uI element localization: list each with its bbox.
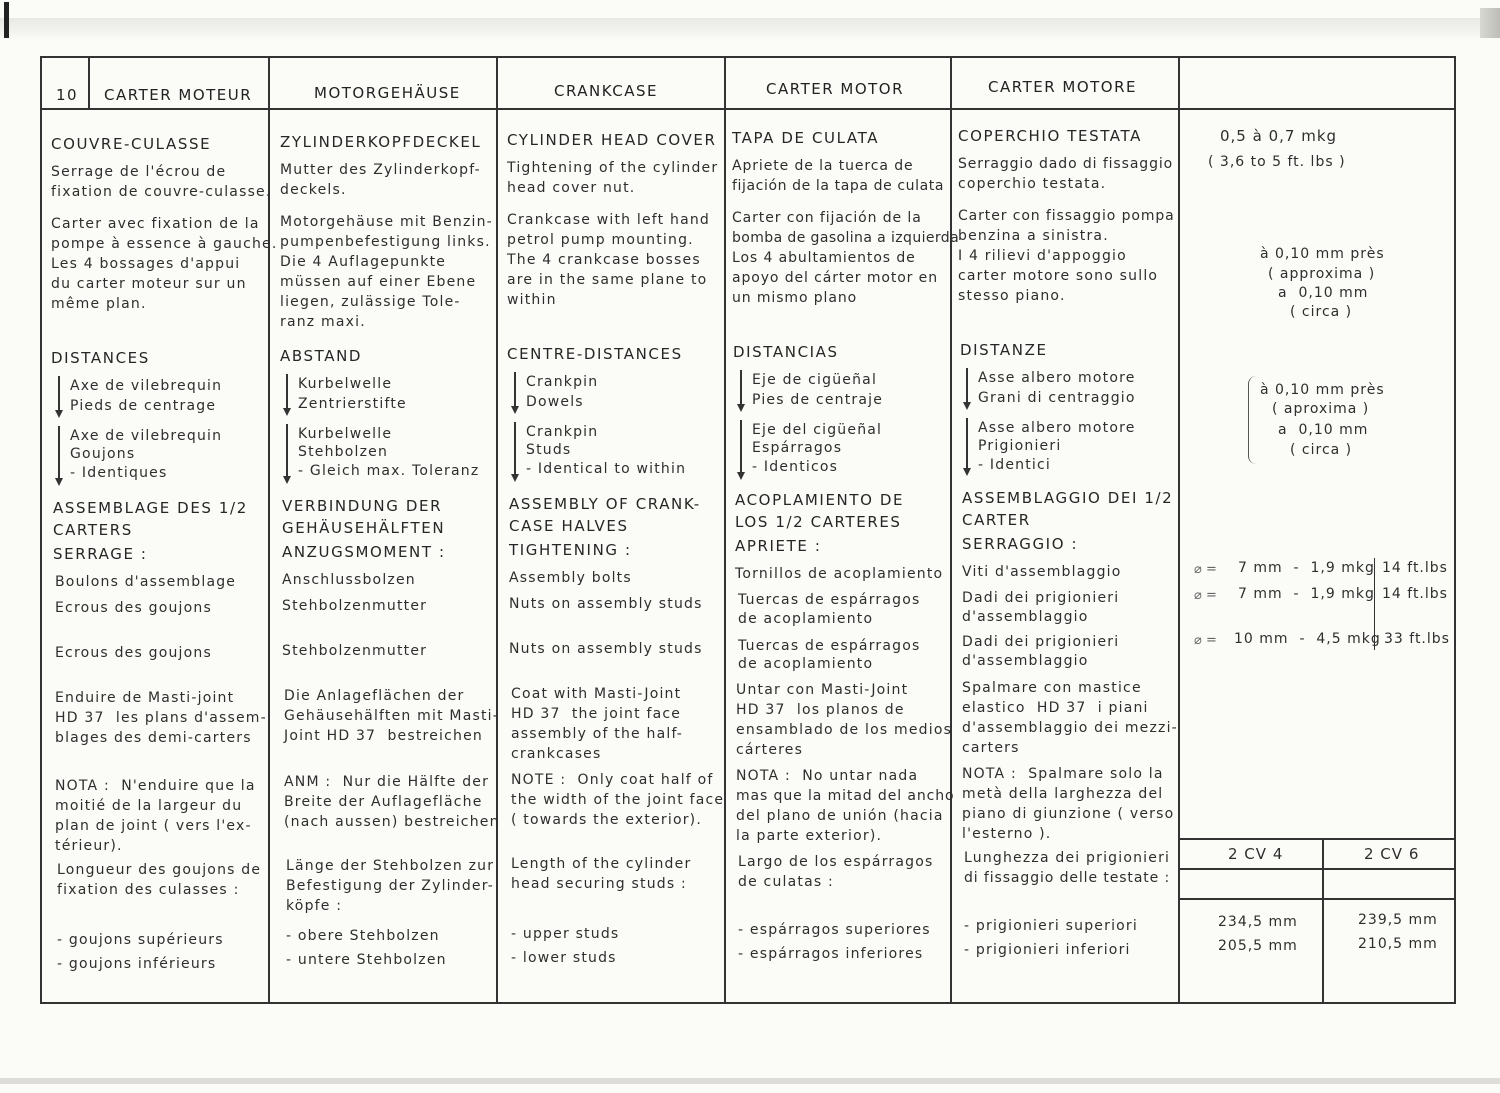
it-coat-4: carters xyxy=(962,740,1020,756)
dist-tol-1: à 0,10 mm près xyxy=(1260,382,1385,398)
es-length-1: Largo de los espárragos xyxy=(738,854,934,870)
grid-line xyxy=(1178,898,1454,900)
es-note-1: NOTA : No untar nada xyxy=(736,768,919,784)
en-dist-title: CENTRE-DISTANCES xyxy=(507,345,683,363)
es-note-4: la parte exterior). xyxy=(736,828,883,844)
header-it: CARTER MOTORE xyxy=(988,78,1138,96)
fr-note-2: moitié de la largeur du xyxy=(55,798,243,814)
it-tight-title: SERRAGGIO : xyxy=(962,535,1079,553)
fr-coat-1: Enduire de Masti-joint xyxy=(55,690,235,706)
es-coat-2: HD 37 los planos de xyxy=(736,702,905,718)
dist-arrow xyxy=(966,418,968,474)
it-bolts: Viti d'assemblaggio xyxy=(962,564,1122,580)
plane-tol-4: ( circa ) xyxy=(1290,304,1353,320)
model-2cv4: 2 CV 4 xyxy=(1228,845,1284,863)
de-note-1: ANM : Nur die Hälfte der xyxy=(284,774,490,790)
it-nuts-1b: d'assemblaggio xyxy=(962,609,1089,625)
fr-length-1: Longueur des goujons de xyxy=(57,862,262,878)
de-cover-text-2: deckels. xyxy=(280,182,347,198)
dist-arrow xyxy=(740,370,742,410)
es-dist-title: DISTANCIAS xyxy=(733,343,839,361)
de-dist-b-1: Kurbelwelle xyxy=(298,426,393,442)
es-asm-title-2: LOS 1/2 CARTERES xyxy=(735,513,902,531)
upper-len-2cv4: 234,5 mm xyxy=(1218,914,1298,930)
it-asm-title-1: ASSEMBLAGGIO DEI 1/2 xyxy=(962,489,1174,507)
it-carter-2: benzina a sinistra. xyxy=(958,228,1109,244)
de-cover-text-1: Mutter des Zylinderkopf- xyxy=(280,162,481,178)
header-de: MOTORGEHÄUSE xyxy=(314,84,461,102)
en-carter-2: petrol pump mounting. xyxy=(507,232,694,248)
diameter-symbol: ⌀ = xyxy=(1194,588,1217,603)
it-coat-1: Spalmare con mastice xyxy=(962,680,1142,696)
de-dist-a-1: Kurbelwelle xyxy=(298,376,393,392)
de-carter-3: Die 4 Auflagepunkte xyxy=(280,254,447,270)
fr-dist-b-3: - Identiques xyxy=(70,465,168,481)
en-carter-1: Crankcase with left hand xyxy=(507,212,711,228)
header-es: CARTER MOTOR xyxy=(766,80,905,98)
diameter-symbol: ⌀ = xyxy=(1194,633,1217,648)
it-cover-text-2: coperchio testata. xyxy=(958,176,1107,192)
fr-cover-title: COUVRE-CULASSE xyxy=(51,135,212,153)
it-carter-5: stesso piano. xyxy=(958,288,1066,304)
es-carter-2: bomba de gasolina a izquierda xyxy=(732,230,960,246)
de-dist-title: ABSTAND xyxy=(280,347,363,365)
en-note-1: NOTE : Only coat half of xyxy=(511,772,714,788)
it-cover-text-1: Serraggio dado di fissaggio xyxy=(958,156,1174,172)
de-nuts-2: Stehbolzenmutter xyxy=(282,643,428,659)
cover-torque: 0,5 à 0,7 mkg xyxy=(1220,127,1338,145)
en-carter-3: The 4 crankcase bosses xyxy=(507,252,701,268)
de-bolts: Anschlussbolzen xyxy=(282,572,416,588)
fr-length-2: fixation des culasses : xyxy=(57,882,240,898)
es-coat-3: ensamblado de los medios xyxy=(736,722,953,738)
spec-table xyxy=(40,56,1456,1004)
de-nuts-1: Stehbolzenmutter xyxy=(282,598,428,614)
plane-tol-2: ( approxima ) xyxy=(1268,266,1376,282)
en-carter-4: are in the same plane to xyxy=(507,272,708,288)
en-carter-5: within xyxy=(507,292,557,308)
en-lower: - lower studs xyxy=(511,950,617,966)
dist-tol-2: ( aproxima ) xyxy=(1272,401,1370,417)
page-number: 10 xyxy=(56,86,79,104)
fr-tight-title: SERRAGE : xyxy=(53,545,148,563)
grid-line xyxy=(724,58,726,1002)
fr-carter-1: Carter avec fixation de la xyxy=(51,216,260,232)
es-lower: - espárragos inferiores xyxy=(738,946,924,962)
es-carter-5: un mismo plano xyxy=(732,290,858,306)
fr-upper: - goujons supérieurs xyxy=(57,932,224,948)
fr-asm-title-1: ASSEMBLAGE DES 1/2 xyxy=(53,499,248,517)
de-dist-b-2: Stehbolzen xyxy=(298,444,389,460)
plane-tol-3: a 0,10 mm xyxy=(1278,285,1369,301)
es-cover-title: TAPA DE CULATA xyxy=(732,129,880,147)
de-coat-3: Joint HD 37 bestreichen xyxy=(284,728,483,744)
es-note-3: del plano de unión (hacia xyxy=(736,808,944,824)
es-coat-1: Untar con Masti-Joint xyxy=(736,682,909,698)
it-length-2: di fissaggio delle testate : xyxy=(964,870,1171,886)
it-note-1: NOTA : Spalmare solo la xyxy=(962,766,1164,782)
en-nuts-2: Nuts on assembly studs xyxy=(509,641,703,657)
de-dist-a-2: Zentrierstifte xyxy=(298,396,407,412)
scan-edge-top xyxy=(0,18,1500,40)
es-nuts-1b: de acoplamiento xyxy=(738,611,874,627)
de-coat-2: Gehäusehälften mit Masti- xyxy=(284,708,499,724)
en-tight-title: TIGHTENING : xyxy=(509,541,632,559)
it-dist-b-2: Prigionieri xyxy=(978,438,1062,454)
de-carter-1: Motorgehäuse mit Benzin- xyxy=(280,214,493,230)
it-note-2: metà della larghezza del xyxy=(962,786,1164,802)
dist-tol-3: a 0,10 mm xyxy=(1278,422,1369,438)
en-dist-b-2: Studs xyxy=(526,442,572,458)
it-carter-3: I 4 rilievi d'appoggio xyxy=(958,248,1127,264)
it-nuts-2a: Dadi dei prigionieri xyxy=(962,634,1120,650)
en-dist-b-3: - Identical to within xyxy=(526,461,687,477)
it-dist-a-1: Asse albero motore xyxy=(978,370,1136,386)
de-dist-b-3: - Gleich max. Toleranz xyxy=(298,463,480,479)
de-coat-1: Die Anlageflächen der xyxy=(284,688,465,704)
scan-shadow xyxy=(1480,8,1500,38)
dist-arrow xyxy=(58,376,60,416)
diameter-symbol: ⌀ = xyxy=(1194,562,1217,577)
it-carter-4: carter motore sono sullo xyxy=(958,268,1159,284)
plane-tol-1: à 0,10 mm près xyxy=(1260,246,1385,262)
it-nuts-2b: d'assemblaggio xyxy=(962,653,1089,669)
es-bolts: Tornillos de acoplamiento xyxy=(735,566,944,582)
dist-arrow xyxy=(514,422,516,480)
de-asm-title-2: GEHÄUSEHÄLFTEN xyxy=(282,519,446,537)
upper-len-2cv6: 239,5 mm xyxy=(1358,912,1438,928)
es-note-2: mas que la mitad del ancho xyxy=(736,788,955,804)
fr-coat-3: blages des demi-carters xyxy=(55,730,252,746)
en-coat-1: Coat with Masti-Joint xyxy=(511,686,682,702)
en-note-2: the width of the joint face xyxy=(511,792,725,808)
es-coat-4: cárteres xyxy=(736,742,804,758)
dist-arrow xyxy=(58,426,60,484)
es-length-2: de culatas : xyxy=(738,874,834,890)
en-coat-2: HD 37 the joint face xyxy=(511,706,682,722)
de-carter-5: liegen, zulässige Tole- xyxy=(280,294,461,310)
fr-dist-b-1: Axe de vilebrequin xyxy=(70,428,223,444)
grid-line xyxy=(950,58,952,1002)
es-cover-text-1: Apriete de la tuerca de xyxy=(732,158,914,174)
scan-edge-bottom xyxy=(0,1078,1500,1084)
it-length-1: Lunghezza dei prigionieri xyxy=(964,850,1171,866)
grid-line xyxy=(1322,838,1324,1002)
dist-arrow xyxy=(966,368,968,408)
fr-dist-b-2: Goujons xyxy=(70,446,136,462)
es-dist-b-2: Espárragos xyxy=(752,440,843,456)
grid-line xyxy=(1178,58,1180,1002)
fr-coat-2: HD 37 les plans d'assem- xyxy=(55,710,267,726)
fr-cover-text-2: fixation de couvre-culasse. xyxy=(51,184,272,200)
dist-arrow xyxy=(286,424,288,482)
it-coat-2: elastico HD 37 i piani xyxy=(962,700,1149,716)
es-dist-a-1: Eje de cigüeñal xyxy=(752,372,878,388)
es-asm-title-1: ACOPLAMIENTO DE xyxy=(735,491,905,509)
scan-mark xyxy=(4,2,9,38)
fr-note-3: plan de joint ( vers l'ex- xyxy=(55,818,252,834)
es-tight-title: APRIETE : xyxy=(735,537,822,555)
it-lower: - prigionieri inferiori xyxy=(964,942,1131,958)
fr-note-4: térieur). xyxy=(55,838,123,854)
es-upper: - espárragos superiores xyxy=(738,922,931,938)
it-dist-b-1: Asse albero motore xyxy=(978,420,1136,436)
torque-divider xyxy=(1374,558,1375,650)
fr-carter-5: même plan. xyxy=(51,296,147,312)
es-dist-a-2: Pies de centraje xyxy=(752,392,884,408)
it-carter-1: Carter con fissaggio pompa xyxy=(958,208,1175,224)
dist-tol-4: ( circa ) xyxy=(1290,442,1353,458)
it-dist-b-3: - Identici xyxy=(978,457,1051,473)
en-dist-a-1: Crankpin xyxy=(526,374,599,390)
es-carter-1: Carter con fijación de la xyxy=(732,210,922,226)
fr-note-1: NOTA : N'enduire que la xyxy=(55,778,256,794)
en-dist-b-1: Crankpin xyxy=(526,424,599,440)
fr-bolts: Boulons d'assemblage xyxy=(55,574,237,590)
it-coat-3: d'assemblaggio dei mezzi- xyxy=(962,720,1178,736)
de-length-2: Befestigung der Zylinder- xyxy=(286,878,495,894)
en-dist-a-2: Dowels xyxy=(526,394,584,410)
torque-row-3-size: 10 mm - 4,5 mkg xyxy=(1234,631,1381,647)
en-cover-text-1: Tightening of the cylinder xyxy=(507,160,719,176)
en-length-2: head securing studs : xyxy=(511,876,687,892)
fr-lower: - goujons inférieurs xyxy=(57,956,217,972)
es-cover-text-2: fijación de la tapa de culata xyxy=(732,178,945,194)
fr-carter-2: pompe à essence à gauche. xyxy=(51,236,278,252)
fr-carter-4: du carter moteur sur un xyxy=(51,276,247,292)
it-nuts-1a: Dadi dei prigionieri xyxy=(962,590,1120,606)
torque-row-3-ft: 33 ft.lbs xyxy=(1384,631,1450,647)
en-coat-3: assembly of the half- xyxy=(511,726,684,742)
fr-dist-title: DISTANCES xyxy=(51,349,150,367)
it-note-4: l'esterno ). xyxy=(962,826,1052,842)
lower-len-2cv4: 205,5 mm xyxy=(1218,938,1298,954)
torque-row-2-size: 7 mm - 1,9 mkg xyxy=(1238,586,1375,602)
fr-dist-a-1: Axe de vilebrequin xyxy=(70,378,223,394)
de-note-2: Breite der Auflagefläche xyxy=(284,794,483,810)
torque-row-1-ft: 14 ft.lbs xyxy=(1382,560,1448,576)
en-cover-title: CYLINDER HEAD COVER xyxy=(507,131,717,149)
de-note-3: (nach aussen) bestreichen xyxy=(284,814,500,830)
de-asm-title-1: VERBINDUNG DER xyxy=(282,497,443,515)
header-fr: CARTER MOTEUR xyxy=(104,86,253,104)
it-dist-a-2: Grani di centraggio xyxy=(978,390,1136,406)
es-carter-4: apoyo del cárter motor en xyxy=(732,270,938,286)
it-note-3: piano di giunzione ( verso xyxy=(962,806,1175,822)
de-carter-2: pumpenbefestigung links. xyxy=(280,234,491,250)
grid-line xyxy=(88,58,90,108)
fr-asm-title-2: CARTERS xyxy=(53,521,133,539)
de-carter-4: müssen auf einer Ebene xyxy=(280,274,477,290)
it-cover-title: COPERCHIO TESTATA xyxy=(958,127,1142,145)
es-dist-b-3: - Identicos xyxy=(752,459,839,475)
en-bolts: Assembly bolts xyxy=(509,570,632,586)
fr-cover-text-1: Serrage de l'écrou de xyxy=(51,164,227,180)
en-coat-4: crankcases xyxy=(511,746,602,762)
fr-nuts-2: Ecrous des goujons xyxy=(55,645,212,661)
it-asm-title-2: CARTER xyxy=(962,511,1031,529)
cover-torque-ft: ( 3,6 to 5 ft. lbs ) xyxy=(1208,154,1346,170)
en-nuts-1: Nuts on assembly studs xyxy=(509,596,703,612)
grid-line xyxy=(1178,838,1454,840)
torque-row-2-ft: 14 ft.lbs xyxy=(1382,586,1448,602)
header-en: CRANKCASE xyxy=(554,82,659,100)
en-note-3: ( towards the exterior). xyxy=(511,812,702,828)
fr-nuts-1: Ecrous des goujons xyxy=(55,600,212,616)
header-rule xyxy=(42,108,1454,110)
de-carter-6: ranz maxi. xyxy=(280,314,366,330)
grid-line xyxy=(1178,868,1454,870)
en-length-1: Length of the cylinder xyxy=(511,856,692,872)
model-2cv6: 2 CV 6 xyxy=(1364,845,1420,863)
en-upper: - upper studs xyxy=(511,926,620,942)
de-length-3: köpfe : xyxy=(286,898,343,914)
es-dist-b-1: Eje del cigüeñal xyxy=(752,422,883,438)
grid-line xyxy=(496,58,498,1002)
en-asm-title-2: CASE HALVES xyxy=(509,517,629,535)
torque-row-1-size: 7 mm - 1,9 mkg xyxy=(1238,560,1375,576)
en-asm-title-1: ASSEMBLY OF CRANK- xyxy=(509,495,701,513)
lower-len-2cv6: 210,5 mm xyxy=(1358,936,1438,952)
es-nuts-2a: Tuercas de espárragos xyxy=(738,638,921,654)
de-lower: - untere Stehbolzen xyxy=(286,952,447,968)
es-carter-3: Los 4 abultamientos de xyxy=(732,250,916,266)
en-cover-text-2: head cover nut. xyxy=(507,180,636,196)
tolerance-brace xyxy=(1248,376,1257,464)
es-nuts-1a: Tuercas de espárragos xyxy=(738,592,921,608)
de-length-1: Länge der Stehbolzen zur xyxy=(286,858,495,874)
es-nuts-2b: de acoplamiento xyxy=(738,656,874,672)
de-tight-title: ANZUGSMOMENT : xyxy=(282,543,446,561)
fr-dist-a-2: Pieds de centrage xyxy=(70,398,217,414)
dist-arrow xyxy=(286,374,288,414)
de-cover-title: ZYLINDERKOPFDECKEL xyxy=(280,133,482,151)
fr-carter-3: Les 4 bossages d'appui xyxy=(51,256,241,272)
dist-arrow xyxy=(514,372,516,412)
it-upper: - prigionieri superiori xyxy=(964,918,1138,934)
de-upper: - obere Stehbolzen xyxy=(286,928,440,944)
it-dist-title: DISTANZE xyxy=(960,341,1048,359)
dist-arrow xyxy=(740,420,742,478)
